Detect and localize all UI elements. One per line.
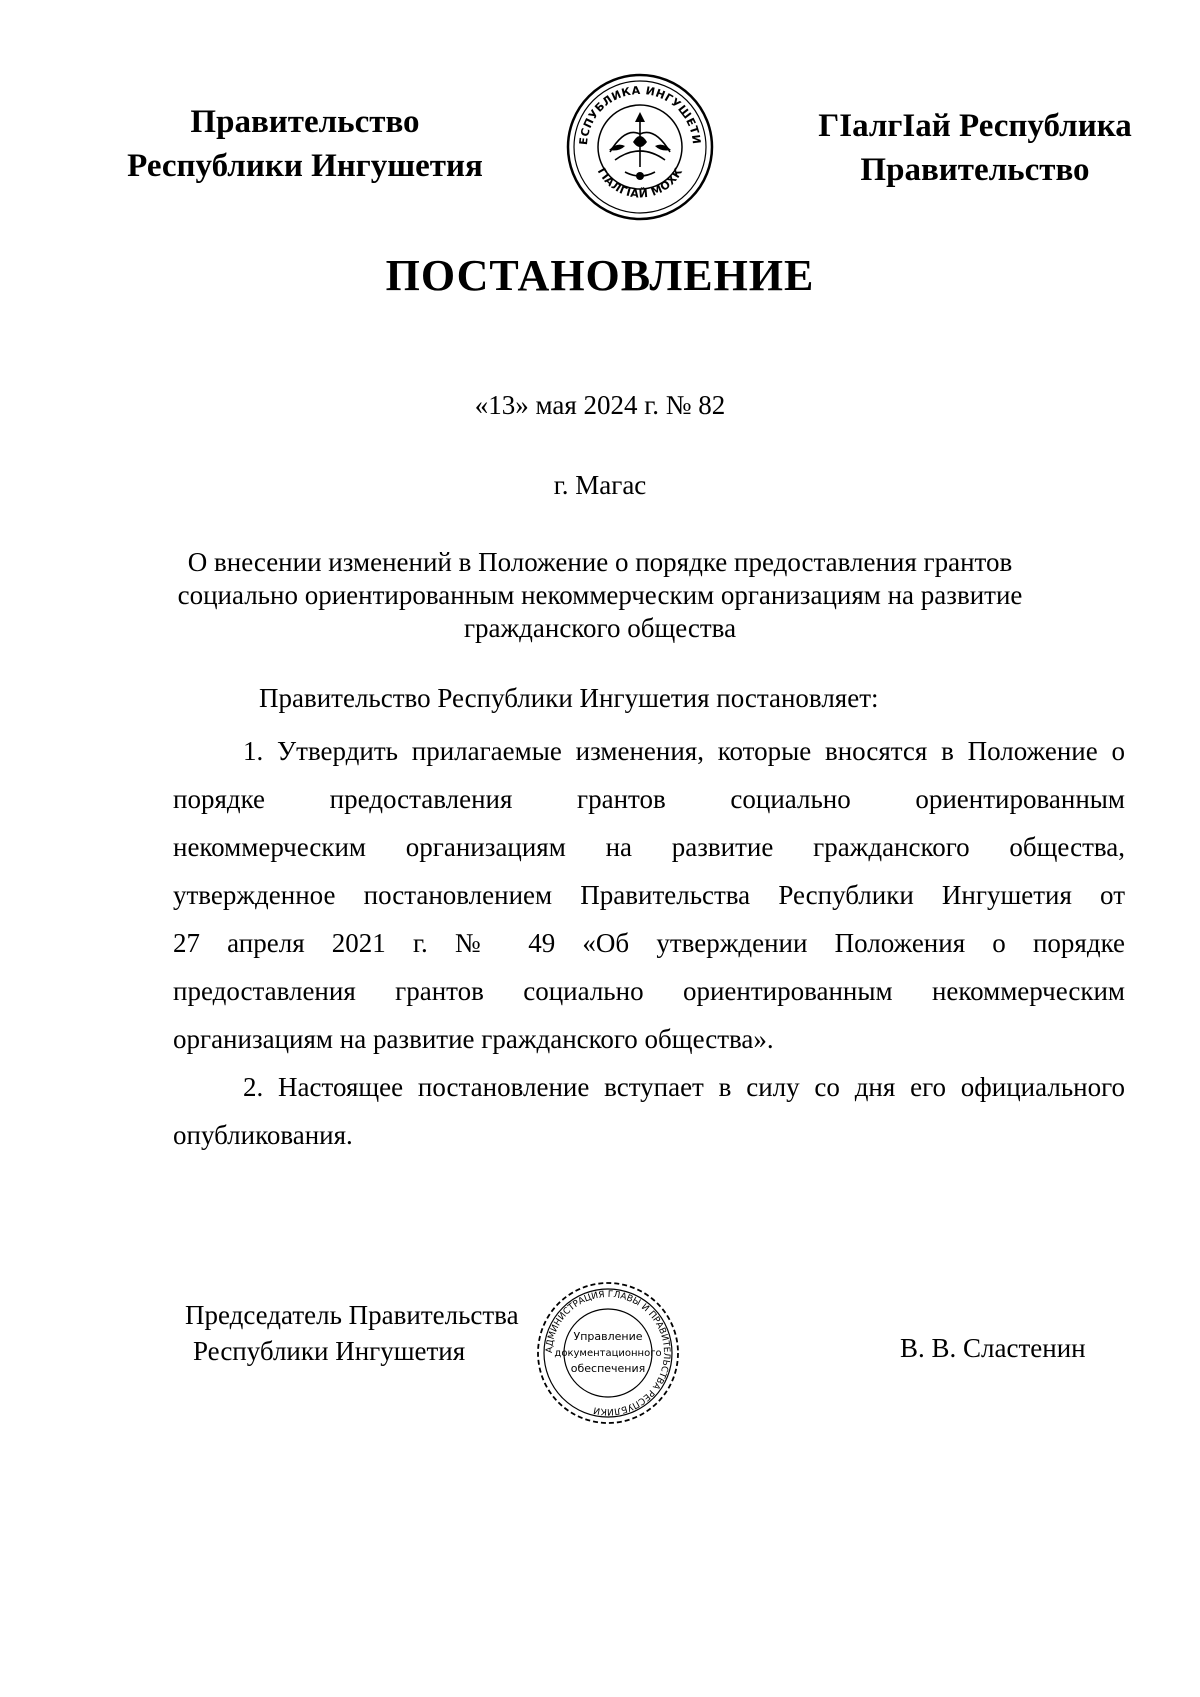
subject-line: гражданского общества <box>463 613 737 643</box>
emblem-top-text: ЕСПУБЛИКА ИНГУШЕТИ <box>576 83 704 146</box>
header-right-line1: ГIалгIай Республика <box>818 108 1132 144</box>
round-stamp-icon <box>533 1278 683 1428</box>
stamp-center-line2: документационного <box>554 1348 662 1359</box>
body-line: 1. Утвердить прилагаемые изменения, которые вносятся в Положение о <box>243 736 1125 766</box>
signature-title-line2: Республики Ингушетия <box>193 1336 466 1366</box>
signer-name: В. В. Сластенин <box>900 1333 1086 1363</box>
document-subject <box>150 546 1050 645</box>
emblem-bottom-text: ГIАЛГIАЙ МОХК <box>594 165 686 201</box>
header-government-ru <box>95 100 515 188</box>
header-left-line1: Правительство <box>190 104 420 140</box>
signature-title <box>185 1297 519 1369</box>
body-line: порядке предоставления грантов социально ориентированным <box>173 784 1125 814</box>
header-right-line2: Правительство <box>860 152 1090 188</box>
body-line: некоммерческим организациям на развитие гражданского общества, <box>173 832 1125 862</box>
stamp-center-line3: обеспечения <box>570 1362 646 1375</box>
svg-text:ГIАЛГIАЙ МОХК <box>595 166 685 201</box>
document-preamble: Правительство Республики Ингушетия постановляет: <box>259 683 879 713</box>
subject-line: О внесении изменений в Положение о порядке предоставления грантов <box>187 547 1013 577</box>
body-line: утвержденное постановлением Правительства Республики Ингушетия от <box>173 880 1125 910</box>
header-left-line2: Республики Ингушетия <box>127 148 483 184</box>
body-line: организациям на развитие гражданского общества». <box>173 1024 774 1054</box>
document-body <box>173 727 1125 1159</box>
coat-of-arms-icon <box>565 72 715 222</box>
body-line: предоставления грантов социально ориентированным некоммерческим <box>173 976 1125 1006</box>
header-government-inh <box>785 104 1165 192</box>
stamp-outer-text: АДМИНИСТРАЦИЯ ГЛАВЫ И ПРАВИТЕЛЬСТВА РЕСПУБЛИКИ <box>544 1289 672 1417</box>
signature-title-line1: Председатель Правительства <box>185 1300 519 1330</box>
document-type-title: ПОСТАНОВЛЕНИЕ <box>385 251 815 300</box>
body-line: 2. Настоящее постановление вступает в силу со дня его официального <box>243 1072 1125 1102</box>
subject-line: социально ориентированным некоммерческим организациям на развитие <box>177 580 1023 610</box>
document-date-number: «13» мая 2024 г. № 82 <box>474 390 726 420</box>
document-place: г. Магас <box>553 470 647 500</box>
body-line: опубликования. <box>173 1120 353 1150</box>
body-line: 27 апреля 2021 г. № 49 «Об утверждении Положения о порядке <box>173 928 1125 958</box>
stamp-center-line1: Управление <box>573 1330 643 1343</box>
